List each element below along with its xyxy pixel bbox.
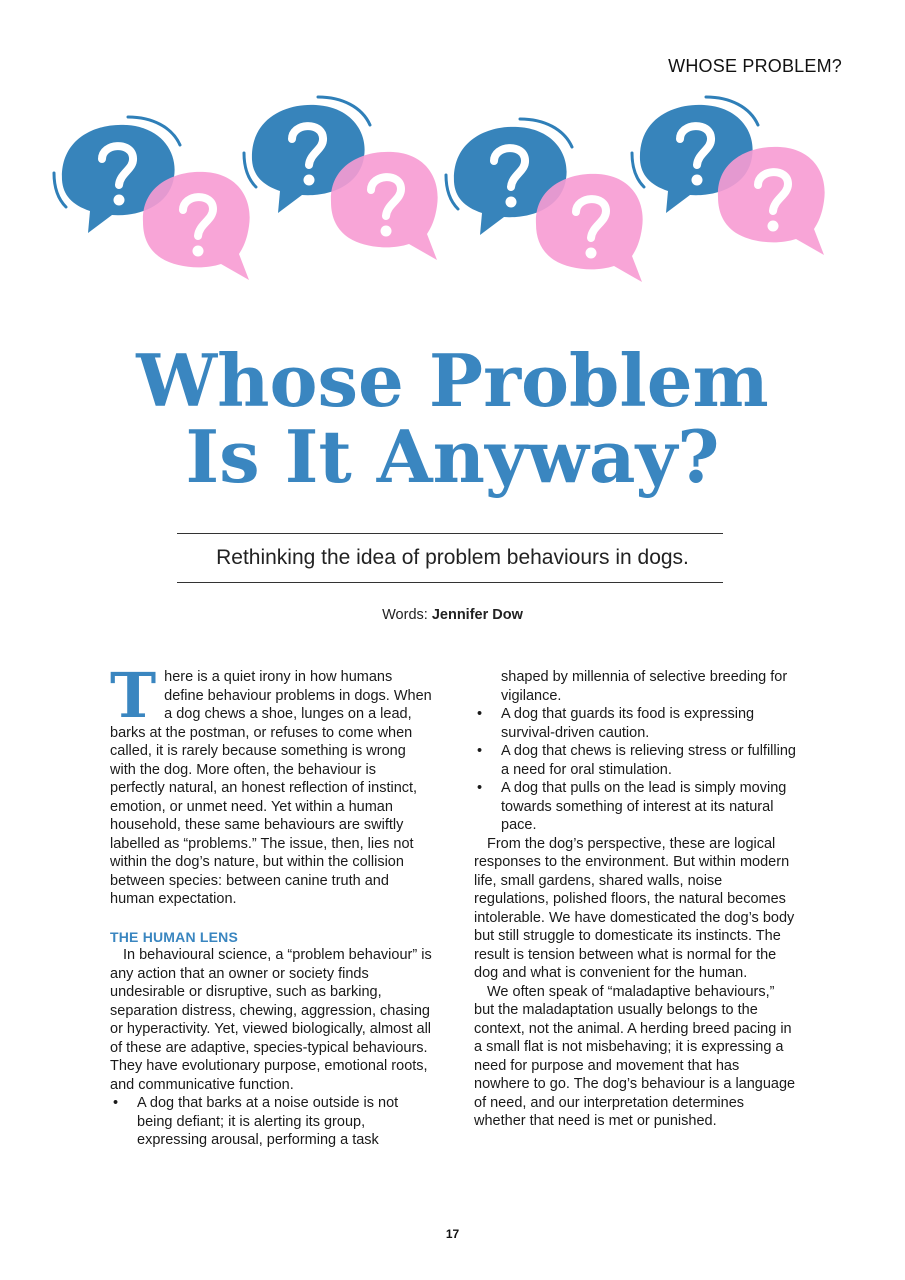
drop-cap: T xyxy=(110,659,157,732)
intro-text: here is a quiet irony in how humans define behaviour problems in dogs. When a dog chews a shoe, lunges on a lead, barks at the postman, or refuses to come when called, it is rarely because something is wrong with the dog. More often, the behaviour is perfectly natural, an honest reflection of instinct, emotion, or unmet need. Yet within a human household, these same behaviours are swiftly labelled as “problems.” The issue, then, lies not within the dog’s nature, but within the collision between species: between canine truth and human expectation. xyxy=(110,669,432,907)
subtitle-bottom-rule xyxy=(177,582,723,583)
bullet-list-right xyxy=(474,705,796,835)
bullet-item: • A dog that pulls on the lead is simply moving towards something of interest at its natural pace. xyxy=(474,779,796,835)
bubble-pair-1 xyxy=(54,117,250,280)
article-title-line-1: Whose Problem xyxy=(136,338,769,423)
body-paragraph-2: From the dog’s perspective, these are logical responses to the environment. But within modern life, small gardens, shared walls, noise regulations, polished floors, the natural becomes intolerable. We have domesticated the dog’s body but still struggle to domesticate its instincts. The result is tension between what is normal for the dog and what is convenient for the human. xyxy=(474,835,795,981)
body-paragraph-1: In behavioural science, a “problem behaviour” is any action that an owner or society finds undesirable or disruptive, such as barking, separation distress, chewing, aggression, chasing or hyperactivity. Yet, viewed biologically, almost all of these are adaptive, species-typical behaviours. They have evolutionary purpose, emotional roots, and communicative function. xyxy=(110,947,432,1093)
body-paragraph-3: We often speak of “maladaptive behaviours,” but the maladaptation usually belongs to the context, not the animal. A herding breed pacing in a small flat is not misbehaving; it is expressing a need for purpose and movement that has nowhere to go. The dog’s behaviour is a language of need, and our interpretation determines whether that need is met or punished. xyxy=(474,983,796,1129)
section-tag: WHOSE PROBLEM? xyxy=(668,56,842,76)
author-name: Jennifer Dow xyxy=(431,607,523,623)
intro-paragraph xyxy=(110,659,432,909)
byline xyxy=(0,607,905,623)
column-left xyxy=(110,659,432,1150)
bullet-item: • A dog that chews is relieving stress or fulfilling a need for oral stimulation. xyxy=(474,742,796,779)
byline-label: Words: xyxy=(382,607,428,623)
bubble-pair-4 xyxy=(632,97,825,255)
bullet-item: • A dog that barks at a noise outside is not being defiant; it is alerting its group, expressing arousal, performing a task xyxy=(110,1094,432,1150)
section-heading: THE HUMAN LENS xyxy=(110,928,239,945)
subtitle-top-rule xyxy=(177,533,723,534)
column-right xyxy=(474,668,796,1131)
article-title-line-2: Is It Anyway? xyxy=(185,414,720,499)
bullet-list-left xyxy=(110,1094,432,1150)
question-speech-bubbles-icon xyxy=(50,95,840,285)
subtitle: Rethinking the idea of problem behaviours in dogs. xyxy=(216,546,689,569)
page-number: 17 xyxy=(445,1227,460,1241)
bullet-continuation: shaped by millennia of selective breeding for vigilance. xyxy=(501,669,788,704)
bubble-pair-2 xyxy=(244,97,438,260)
bullet-item: • A dog that guards its food is expressing survival-driven caution. xyxy=(474,705,796,742)
bubble-pair-3 xyxy=(446,119,643,282)
